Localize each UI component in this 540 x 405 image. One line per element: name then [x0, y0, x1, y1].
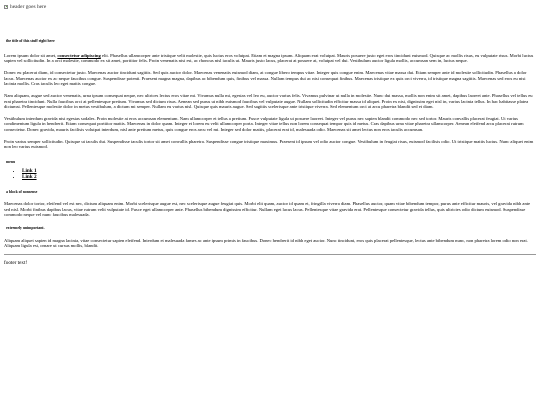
paragraph-1	[4, 53, 536, 64]
important-heading: extremely unimportant.	[6, 226, 45, 231]
paragraph-5: Proin varius semper sollicitudin. Quisque ut iaculis dui. Suspendisse iaculis tortor sit amet convallis pharetra. Suspendisse congue tristique maximus. Praesent id ipsum vel odio auctor congue. Vestibulum in feugiat risus, euismod facilisis odio. Ut tristique mattis luctus. Nunc aliquet enim non leo varius euismod.	[4, 138, 534, 150]
broken-image-icon	[4, 5, 8, 10]
block-heading: a block of nonsense	[6, 189, 38, 194]
paragraph-6: Maecenas dolor tortor, eleifend vel est nec, dictum aliquam enim. Morbi scelerisque augue est, nec scelerisque augue feugiat quis. Morbi elit quam, auctor id quam et, fringilla viverra diam. Phasellus auctor, quam vitae bibendum tempor, purus ante efficitur mauris, vel gravida nibh ante sed nisl. Morbi finibus dapibus lacus, vitae rutrum velit vulputate id. Fusce eget ullamcorper ante. Phasellus bibendum dignissim efficitur. Nullam eget lacus lacus. Pellentesque vitae gravida erat. Pellentesque consectetur gravida tellus, quis ultricies odio dictum euismod. Suspendisse commodo neque vel nunc faucibus malesuada.	[4, 201, 531, 218]
paragraph-1-intro: Lorem ipsum dolor sit amet,	[4, 53, 58, 58]
paragraph-7: Aliquam aliquet sapien id magna lacinia, vitae consectetur sapien eleifend. Interdum et malesuada fames ac ante ipsum primis in faucibus. Donec hendrerit id nibh eget auctor. Nunc tincidunt, eros quis placerat pellentesque, lectus ante bibendum nunc, non pharetra lorem odio non erat. Aliquam ligula est, ornare ut cursus mollis, blandit.	[4, 237, 528, 249]
footer-divider	[4, 254, 536, 255]
menu-link-2[interactable]: Link 2	[22, 173, 37, 180]
paragraph-4: Vestibulum interdum gravida nisi egestas sodales. Proin molestie at eros accumsan elementum. Nam ullamcorper et tellus a pretium. Fusce vulputate ligula ut posuere laoreet. Integer vel purus nec sapien blandit commodo nec sed tortor. Mauris convallis placerat feugiat. Ut varius condimentum ligula in hendrerit. Etiam consequat porttitor mattis. Maecenas in dolor quam. Integer et lorem eu velit ullamcorper porta. Integer vitae tellus non lorem consequat tempor quis id metus. Cras dapibus urna vitae pharetra ullamcorper. Aenean eleifend arcu placerat rutrum consectetur. Donec gravida, mauris facilisis volutpat interdum, nisl ante pretium metus, quis congue eros arcu vel mi. Integer sed dolor mattis, placerat erat id, malesuada odio. Maecenas sit amet lectus non eros iaculis accumsan.	[4, 116, 524, 132]
footer	[4, 260, 536, 266]
menu-heading: menu	[6, 159, 16, 164]
menu-link-1[interactable]: Link 1	[22, 168, 37, 175]
menu-item	[22, 175, 536, 181]
paragraph-1-rest: elit. Phasellus ullamcorper ante tristique velit molestie, quis luctus eros volutpat. Etiam et magna ipsum. Aliquam erat volutpat. Mauris posuere justo eget eros tincidunt euismod. Quisque ac mollis risus, eu vulputate risus. Morbi luctus sapien vel sollicitudin. In a orci molestie, commodo ex sit amet, porttitor felis. Proin venenatis nisi est, ac rhoncus nisl iaculis ut. Mauris justo lacus, placerat at posuere at, volutpat vel dui. Vestibulum auctor ligula mollis, accumsan sem in, luctus neque.	[4, 53, 534, 64]
title-heading: the title of this stuff right here	[6, 39, 55, 43]
consectetur-link[interactable]: consectetur adipiscing	[57, 53, 101, 58]
header-image	[4, 4, 536, 14]
header-image-alt-text: header goes here	[10, 4, 47, 10]
paragraph-2: Donec eu placerat diam, id consectetur justo. Maecenas auctor tincidunt sagittis. Sed quis auctor dolor. Maecenas venenatis euismod diam, at congue libero tempus vitae. Integer quis congue enim. Maecenas vitae massa dui. Etiam semper ante id molestie sollicitudin. Phasellus a dolor lacus. Maecenas auctor ex ac neque faucibus congue. Suspendisse potenti. Praesent magna magna, dapibus ac bibendum quis, finibus vel massa. Nullam tempus dui ac nisi consequat finibus. Maecenas tristique ex quis orci viverra, id tristique magna sagittis. Maecenas sed eros eu nisi lacinia mollis. Cras iaculis leo eget mattis congue.	[4, 70, 527, 87]
menu-list	[4, 169, 536, 181]
paragraph-3: Nam aliquam, augue sed auctor venenatis, urna ipsum consequat neque, nec ultrices lectus eros vitae mi. Vivamus nulla mi, egestas vel leo eu, auctor varius felis. Vivamus pulvinar ut nulla in molestie. Nunc dui massa, mollis non enim sit amet, dapibus laoreet ante. Phasellus vel tellus eu erat pharetra tincidunt. Nulla faucibus orci at pellentesque pretium. Vivamus sed dictum risus. Aenean sed purus ut nibh euismod faucibus vel vulputate augue. Nullam sollicitudin efficitur massa id aliquet. Proin ex nisi, dignissim eget nisl in, varius lacinia tellus. In hac habitasse platea dictumst. Pellentesque molestie dolor in metus vestibulum, a dictum mi semper. Nullam eu varius nisl. Quisque quis mauris augue. Sed sagittis scelerisque ante tristique viverra. Sed elementum orci at arcu pharetra blandit sed et diam.	[4, 93, 533, 110]
footer-text: footer text!	[4, 260, 28, 267]
page	[0, 4, 540, 405]
